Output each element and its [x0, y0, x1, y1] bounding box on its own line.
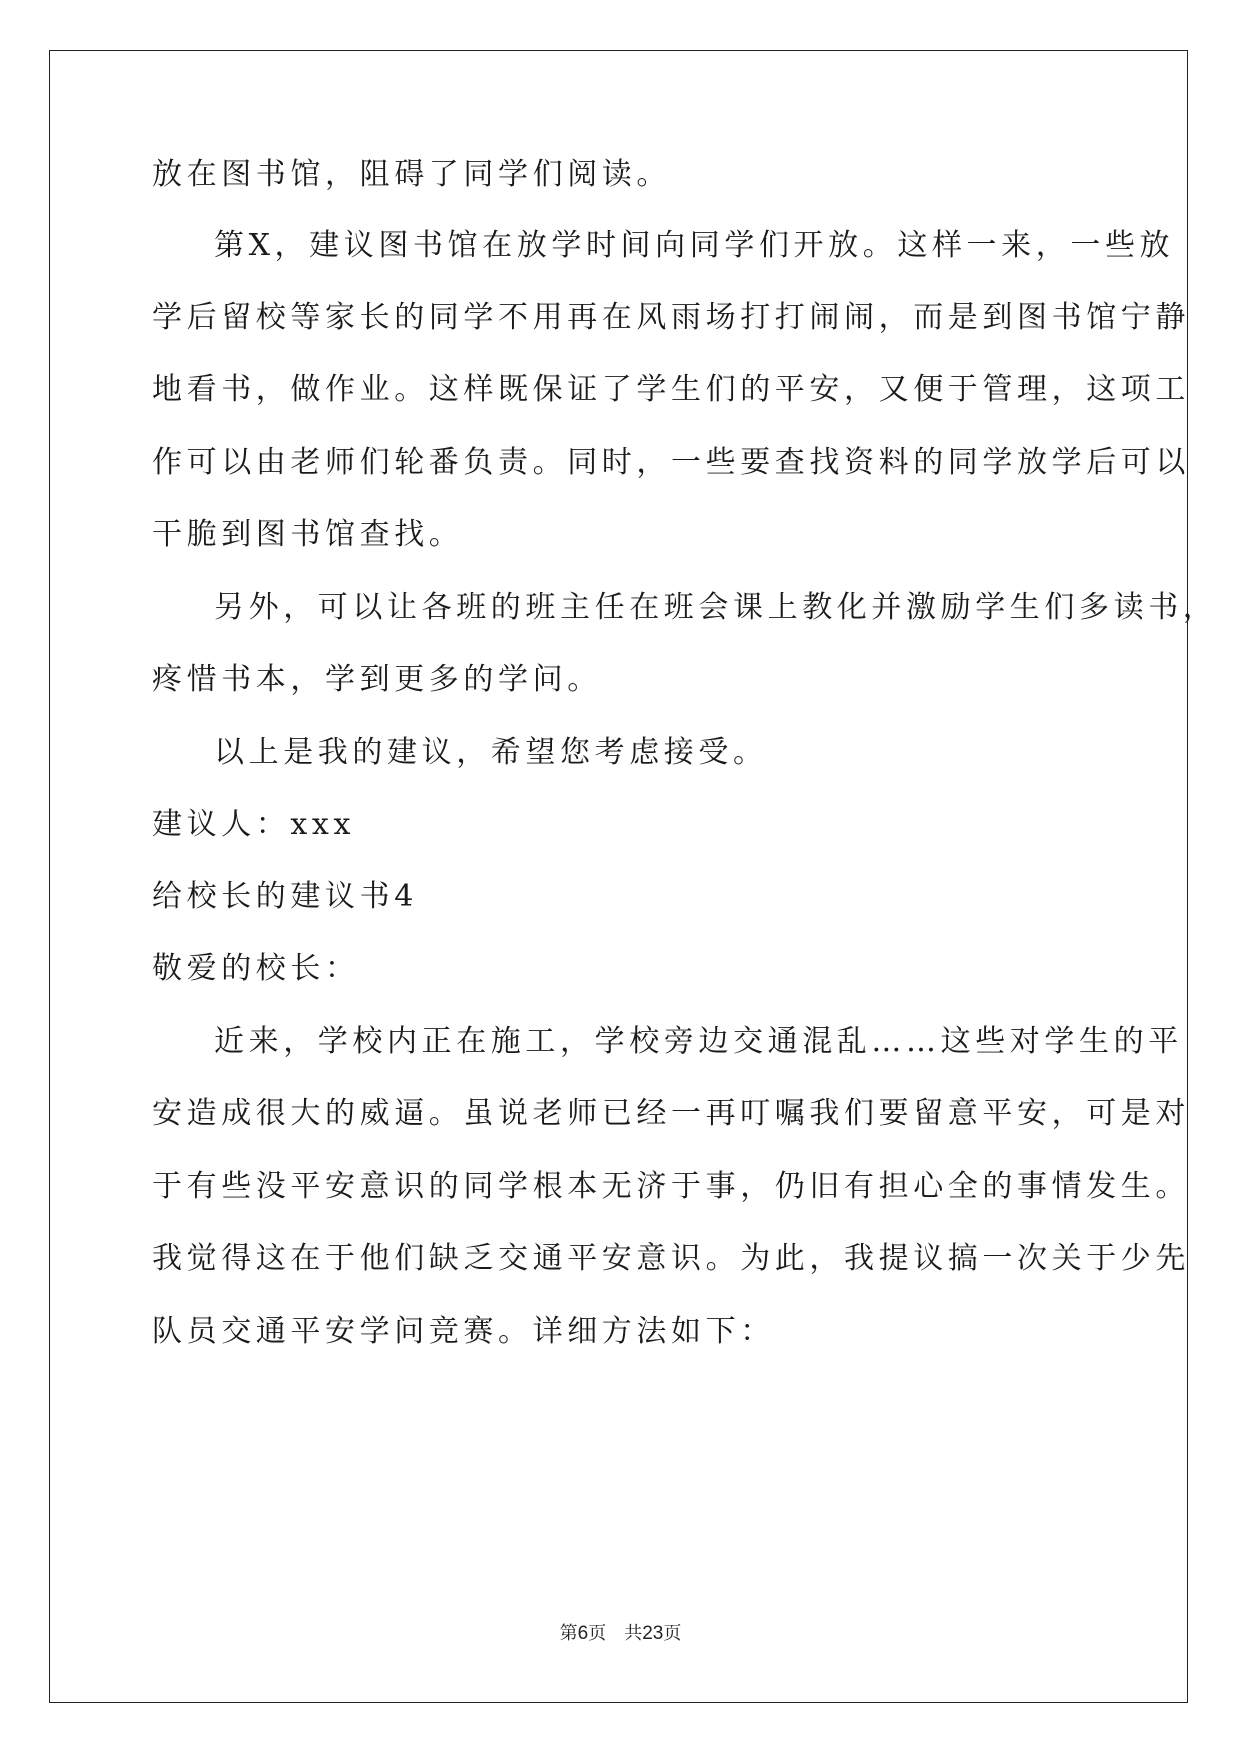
body-line-14: 安造成很大的威逼。虽说老师已经一再叮嘱我们要留意平安，可是对 — [152, 1096, 1190, 1131]
total-suffix: 页 — [663, 1623, 682, 1644]
salutation: 敬爱的校长： — [152, 951, 360, 986]
body-line-9: 以上是我的建议，希望您考虑接受。 — [214, 735, 768, 770]
signature-line: 建议人：xxx — [152, 807, 355, 842]
total-pages: 23 — [642, 1623, 664, 1644]
body-line-1: 放在图书馆，阻碍了同学们阅读。 — [152, 157, 671, 192]
page-number: 6 — [577, 1623, 589, 1644]
body-line-4: 地看书，做作业。这样既保证了学生们的平安，又便于管理，这项工 — [152, 372, 1190, 407]
body-line-13: 近来，学校内正在施工，学校旁边交通混乱……这些对学生的平 — [214, 1024, 1183, 1059]
body-line-17: 队员交通平安学问竞赛。详细方法如下： — [152, 1314, 775, 1349]
body-line-5: 作可以由老师们轮番负责。同时，一些要查找资料的同学放学后可以 — [152, 445, 1190, 480]
body-line-7: 另外，可以让各班的班主任在班会课上教化并激励学生们多读书， — [214, 590, 1218, 625]
body-line-16: 我觉得这在于他们缺乏交通平安意识。为此，我提议搞一次关于少先 — [152, 1241, 1190, 1276]
page-suffix: 页 — [588, 1623, 607, 1644]
page-prefix: 第 — [559, 1623, 578, 1644]
body-line-2: 第X，建议图书馆在放学时间向同学们开放。这样一来，一些放 — [214, 228, 1175, 263]
body-line-8: 疼惜书本，学到更多的学问。 — [152, 662, 602, 697]
page-footer — [0, 1622, 1241, 1646]
body-line-15: 于有些没平安意识的同学根本无济于事，仍旧有担心全的事情发生。 — [152, 1169, 1190, 1204]
total-prefix: 共 — [624, 1623, 643, 1644]
section-title: 给校长的建议书4 — [152, 879, 418, 914]
body-line-6: 干脆到图书馆查找。 — [152, 517, 464, 552]
body-line-3: 学后留校等家长的同学不用再在风雨场打打闹闹，而是到图书馆宁静 — [152, 300, 1190, 335]
